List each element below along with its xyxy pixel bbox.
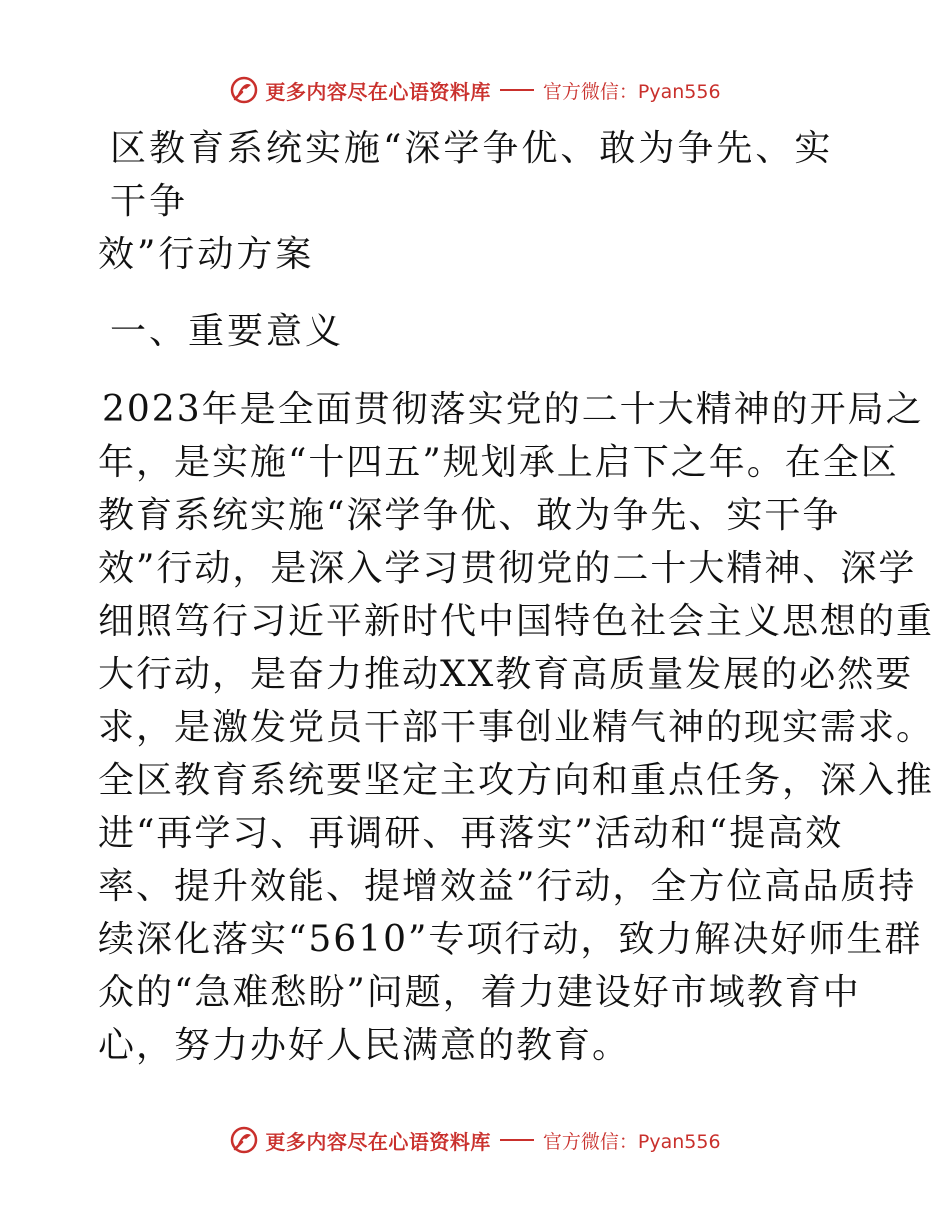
paragraph-line: 全区教育系统要坚定主攻方向和重点任务，深入推	[98, 760, 935, 801]
section-heading: 一、重要意义	[110, 311, 345, 352]
paragraph-line: 2023年是全面贯彻落实党的二十大精神的开局之	[102, 389, 924, 430]
paragraph-line: 续深化落实“5610”专项行动，致力解决好师生群	[98, 919, 923, 960]
document-body	[98, 122, 935, 1072]
paragraph-line: 率、提升效能、提增效益”行动，全方位高品质持	[98, 866, 917, 907]
paragraph-line: 效”行动，是深入学习贯彻党的二十大精神、深学	[98, 548, 917, 589]
title-line-2: 效”行动方案	[98, 234, 315, 275]
footer-watermark	[0, 1122, 950, 1158]
brand-logo-icon	[229, 1125, 259, 1155]
watermark-text: 更多内容尽在心语资料库	[265, 79, 491, 104]
paragraph-line: 大行动，是奋力推动XX教育高质量发展的必然要	[98, 654, 914, 695]
brand-logo-icon	[229, 75, 259, 105]
paragraph-line: 求，是激发党员干部干事创业精气神的现实需求。	[98, 707, 935, 748]
paragraph-line: 进“再学习、再调研、再落实”活动和“提高效	[98, 813, 844, 854]
watermark-dash	[500, 89, 534, 91]
header-watermark	[0, 72, 950, 108]
paragraph-line: 教育系统实施“深学争优、敢为争先、实干争	[98, 495, 841, 536]
watermark-dash	[500, 1139, 534, 1141]
paragraph-line: 年，是实施“十四五”规划承上启下之年。在全区	[98, 442, 899, 483]
paragraph-line: 心，努力办好人民满意的教育。	[98, 1025, 631, 1066]
section-paragraph	[98, 383, 935, 1072]
watermark-wechat: 官方微信：Pyan556	[542, 1130, 721, 1153]
paragraph-line: 细照笃行习近平新时代中国特色社会主义思想的重	[98, 601, 935, 642]
document-title	[98, 122, 858, 281]
watermark-wechat: 官方微信：Pyan556	[542, 80, 721, 103]
title-line-1: 区教育系统实施“深学争优、敢为争先、实干争	[110, 128, 834, 222]
watermark-text: 更多内容尽在心语资料库	[265, 1129, 491, 1154]
paragraph-line: 众的“急难愁盼”问题，着力建设好市域教育中	[98, 972, 861, 1013]
